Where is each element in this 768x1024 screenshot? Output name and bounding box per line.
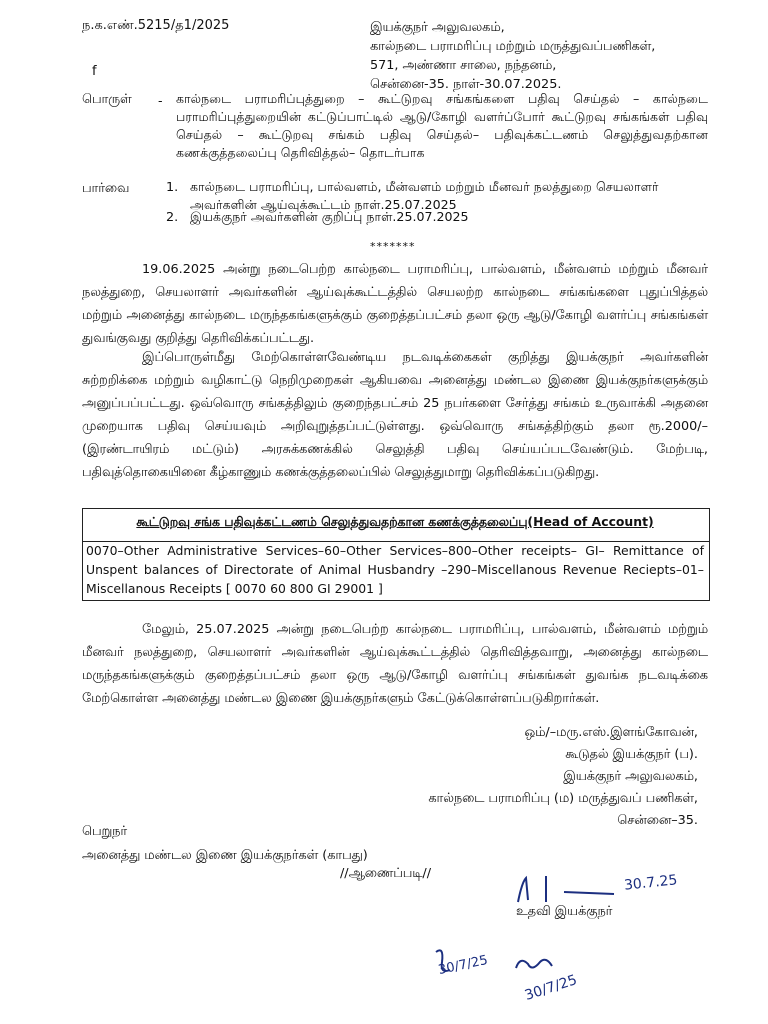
assistant-director-label: உதவி இயக்குநர் bbox=[516, 904, 613, 919]
handwritten-date-note-1: 30/7/25 bbox=[436, 952, 490, 979]
signature-line: இயக்குநர் அலுவலகம், bbox=[563, 769, 698, 784]
reference-item-2: இயக்குநர் அவர்களின் குறிப்பு நாள்.25.07.2025 bbox=[190, 209, 469, 224]
paragraph-text: இப்பொருள்மீது மேற்கொள்ளவேண்டிய நடவடிக்கைகள் குறித்து இயக்குநர் அவர்களின் சுற்றறிக்கை மற்றும் வழிகாட்டு நெறிமுறைகள் ஆகியவை அனைத்து மண்டல இணை இயக்குநர்களுக்கும் அனுப்பப்பட்டது. ஒவ்வொரு சங்கத்திலும் குறைந்தபட்சம் 25 நபர்களை சேர்த்து சங்கம் உருவாக்கி அதனை முறையாக பதிவு செய்யவும் அறிவுறுத்தப்பட்டுள்ளது. ஒவ்வொரு சங்கத்திற்கும் தலா ரூ.2000/–(இரண்டாயிரம் மட்டும்) அரசுக்கணக்கில் செலுத்தி பதிவு செய்யப்படவேண்டும். மேற்படி, பதிவுத்தொகையினை கீழ்காணும் கணக்குத்தலைப்பில் செலுத்துமாறு தெரிவிக்கப்படுகிறது. bbox=[82, 350, 708, 480]
signature-block bbox=[428, 722, 698, 832]
address-date-line: சென்னை-35. நாள்-30.07.2025. bbox=[370, 77, 562, 92]
body-paragraph-3 bbox=[82, 618, 708, 710]
body-paragraph-1 bbox=[82, 258, 708, 350]
address-line: இயக்குநர் அலுவலகம், bbox=[370, 20, 505, 35]
address-line: கால்நடை பராமரிப்பு மற்றும் மருத்துவப்பணிகள், bbox=[370, 39, 656, 54]
order-line: //ஆணைப்படி// bbox=[340, 866, 432, 881]
head-of-account-title: கூட்டுறவு சங்க பதிவுக்கட்டணம் செலுத்துவதற்கான கணக்குத்தலைப்பு(Head of Account) bbox=[136, 514, 654, 529]
paragraph-text: மேலும், 25.07.2025 அன்று நடைபெற்ற கால்நடை பராமரிப்பு, பால்வளம், மீன்வளம் மற்றும் மீனவர் நலத்துறை, செயலாளர் அவர்களின் ஆய்வுக்கூட்டத்தில் தெரிவித்தவாறு, அனைத்து கால்நடை மருந்தகங்களுக்கும் குறைத்தப்பட்சம் தலா ஒரு ஆடு/கோழி வளர்ப்பு சங்கங்கள் துவங்க நடவடிக்கை மேற்கொள்ள அனைத்து மண்டல இணை இயக்குநர்களும் கேட்டுக்கொள்ளப்படுகிறார்கள். bbox=[82, 622, 708, 706]
recipient-block bbox=[82, 820, 368, 868]
handwritten-date-note-2: 30/7/25 bbox=[522, 972, 580, 1004]
separator: ******* bbox=[370, 240, 416, 253]
reference-number-1: 1. bbox=[166, 180, 179, 195]
recipient-text: அனைத்து மண்டல இணை இயக்குநர்கள் (காபது) bbox=[82, 848, 368, 863]
office-address bbox=[370, 18, 750, 94]
subject-dash: - bbox=[158, 93, 163, 108]
handwritten-scribble-mark bbox=[510, 950, 560, 980]
reference-label: பார்வை bbox=[82, 181, 130, 196]
reference-number-2: 2. bbox=[166, 210, 179, 225]
body-paragraph-2 bbox=[82, 346, 708, 484]
side-mark: f bbox=[92, 64, 97, 79]
reference-item-1: கால்நடை பராமரிப்பு, பால்வளம், மீன்வளம் மற்றும் மீனவர் நலத்துறை செயலாளர் அவர்களின் ஆய்வுக்கூட்டம் நாள்.25.07.2025 bbox=[190, 179, 659, 212]
signature-line: ஒம்/–மரு.எஸ்.இளங்கோவன், bbox=[524, 725, 698, 740]
subject-text: கால்நடை பராமரிப்புத்துறை – கூட்டுறவு சங்கங்களை பதிவு செய்தல் – கால்நடை பராமரிப்புத்துறையின் கட்டுப்பாட்டில் ஆடு/கோழி வளர்ப்போர் கூட்டுறவு சங்கங்கள் பதிவு செய்தல் – கூட்டுறவு சங்கம் பதிவு செய்தல்– பதிவுக்கட்டணம் செலுத்துவதற்கான கணக்குத்தலைப்பு தெரிவித்தல்– தொடர்பாக bbox=[176, 91, 708, 160]
subject-label: பொருள் bbox=[82, 92, 132, 107]
signature-line: கூடுதல் இயக்குநர் (ப). bbox=[565, 747, 698, 762]
recipient-label: பெறுநர் bbox=[82, 824, 128, 839]
paragraph-text: 19.06.2025 அன்று நடைபெற்ற கால்நடை பராமரிப்பு, பால்வளம், மீன்வளம் மற்றும் மீனவர் நலத்துறை, செயலாளர் அவர்களின் ஆய்வுக்கூட்டத்தில் செயலற்ற கால்நடை சங்கங்களை புதுப்பித்தல் மற்றும் அனைத்து கால்நடை மருந்தகங்களுக்கும் குறைத்தப்பட்சம் தலா ஒரு ஆடு/கோழி வளர்ப்பு சங்கங்கள் துவங்குவது குறித்து தெரிவிக்கப்பட்டது. bbox=[82, 262, 708, 346]
signature-line: கால்நடை பராமரிப்பு (ம) மருத்துவப் பணிகள், bbox=[428, 791, 698, 806]
handwritten-signature-date: 30.7.25 bbox=[623, 872, 679, 894]
signature-line: சென்னை–35. bbox=[617, 813, 698, 828]
head-of-account-text: 0070–Other Administrative Services–60–Other Services–800–Other receipts– GI– Remittance of Unspent balances of Directorate of Animal Husbandry –290–Miscellanous Revenue Reciepts–01–Miscellanous Receipts [ 0070 60 800 GI 29001 ] bbox=[86, 543, 704, 596]
address-line: 571, அண்ணா சாலை, நந்தனம், bbox=[370, 58, 557, 73]
reference-number: ந.க.எண்.5215/த1/2025 bbox=[82, 18, 230, 33]
